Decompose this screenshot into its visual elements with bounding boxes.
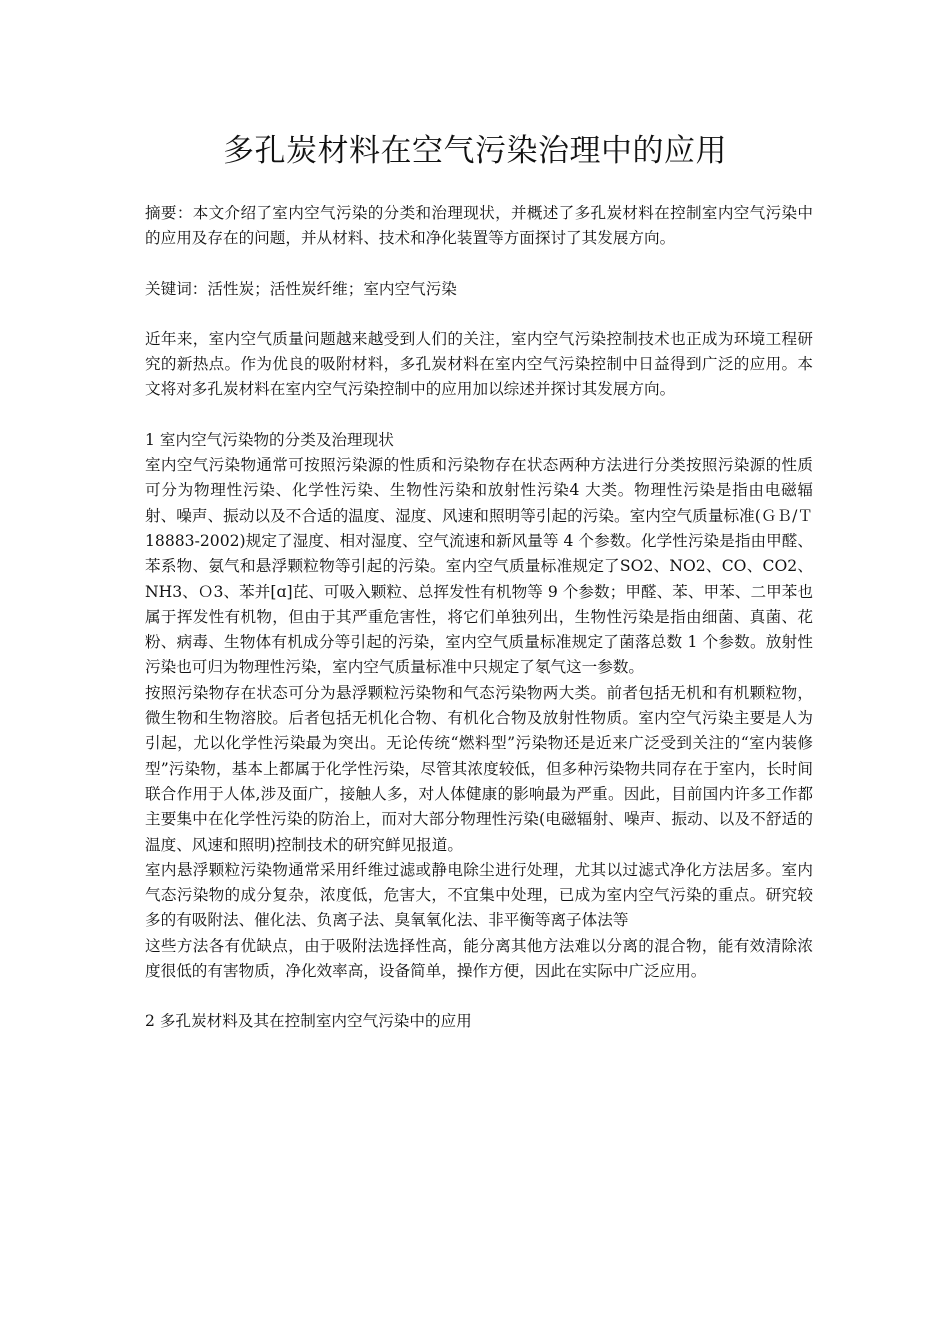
paragraph-gap [145,302,813,327]
paragraph-gap [145,403,813,428]
abstract-paragraph: 摘要：本文介绍了室内空气污染的分类和治理现状，并概述了多孔炭材料在控制室内空气污染中的应用及存在的问题，并从材料、技术和净化装置等方面探讨了其发展方向。 [145,204,813,248]
keywords-paragraph: 关键词：活性炭；活性炭纤维；室内空气污染 [145,279,457,298]
section-1-paragraph-2: 按照污染物存在状态可分为悬浮颗粒污染物和气态污染物两大类。前者包括无机和有机颗粒物，微生物和生物溶胶。后者包括无机化合物、有机化合物及放射性物质。室内空气污染主要是人为引起，尤以化学性污染最为突出。无论传统“燃料型”污染物还是近来广泛受到关注的“室内装修型”污染物，基本上都属于化学性污染，尽管其浓度较低，但多种污染物共同存在于室内，长时间联合作用于人体,涉及面广，接触人多，对人体健康的影响最为严重。因此，目前国内许多工作都主要集中在化学性污染的防治上，而对大部分物理性污染(电磁辐射、噪声、振动、以及不舒适的温度、风速和照明)控制技术的研究鲜见报道。 [145,683,813,854]
intro-paragraph: 近年来，室内空气质量问题越来越受到人们的关注，室内空气污染控制技术也正成为环境工程研究的新热点。作为优良的吸附材料，多孔炭材料在室内空气污染控制中日益得到广泛的应用。本文将对多孔炭材料在室内空气污染控制中的应用加以综述并探讨其发展方向。 [145,329,813,399]
section-1-paragraph-1: 室内空气污染物通常可按照污染源的性质和污染物存在状态两种方法进行分类按照污染源的性质可分为物理性污染、化学性污染、生物性污染和放射性污染4 大类。物理性污染是指由电磁辐射、噪声、振动以及不合适的温度、湿度、风速和照明等引起的污染。室内空气质量标准(ＧＢ/Ｔ 18883-2002)规定了湿度、相对湿度、空气流速和新风量等 4 个参数。化学性污染是指由甲醛、苯系物、氨气和悬浮颗粒物等引起的污染。室内空气质量标准规定了SO2、NO2、CO、CO2、NH3、Ｏ3、苯并[ɑ]芘、可吸入颗粒、总挥发性有机物等 9 个参数；甲醛、苯、甲苯、二甲苯也属于挥发性有机物，但由于其严重危害性，将它们单独列出，生物性污染是指由细菌、真菌、花粉、病毒、生物体有机成分等引起的污染，室内空气质量标准规定了菌落总数 1 个参数。放射性污染也可归为物理性污染，室内空气质量标准中只规定了氡气这一参数。 [145,456,813,677]
document-title: 多孔炭材料在空气污染治理中的应用 [223,133,727,169]
section-1-heading: 1 室内空气污染物的分类及治理现状 [145,430,394,449]
section-1-paragraph-4: 这些方法各有优缺点，由于吸附法选择性高，能分离其他方法难以分离的混合物，能有效清除浓度很低的有害物质，净化效率高，设备简单，操作方便，因此在实际中广泛应用。 [145,936,813,981]
document-body [145,201,813,1035]
section-2-heading: 2 多孔炭材料及其在控制室内空气污染中的应用 [145,1012,472,1031]
section-1-paragraph-3: 室内悬浮颗粒污染物通常采用纤维过滤或静电除尘进行处理，尤其以过滤式净化方法居多。室内气态污染物的成分复杂，浓度低，危害大，不宜集中处理，已成为室内空气污染的重点。研究较多的有吸附法、催化法、负离子法、臭氧氧化法、非平衡等离子体法等 [145,860,813,930]
paragraph-gap [145,984,813,1009]
paragraph-gap [145,252,813,277]
